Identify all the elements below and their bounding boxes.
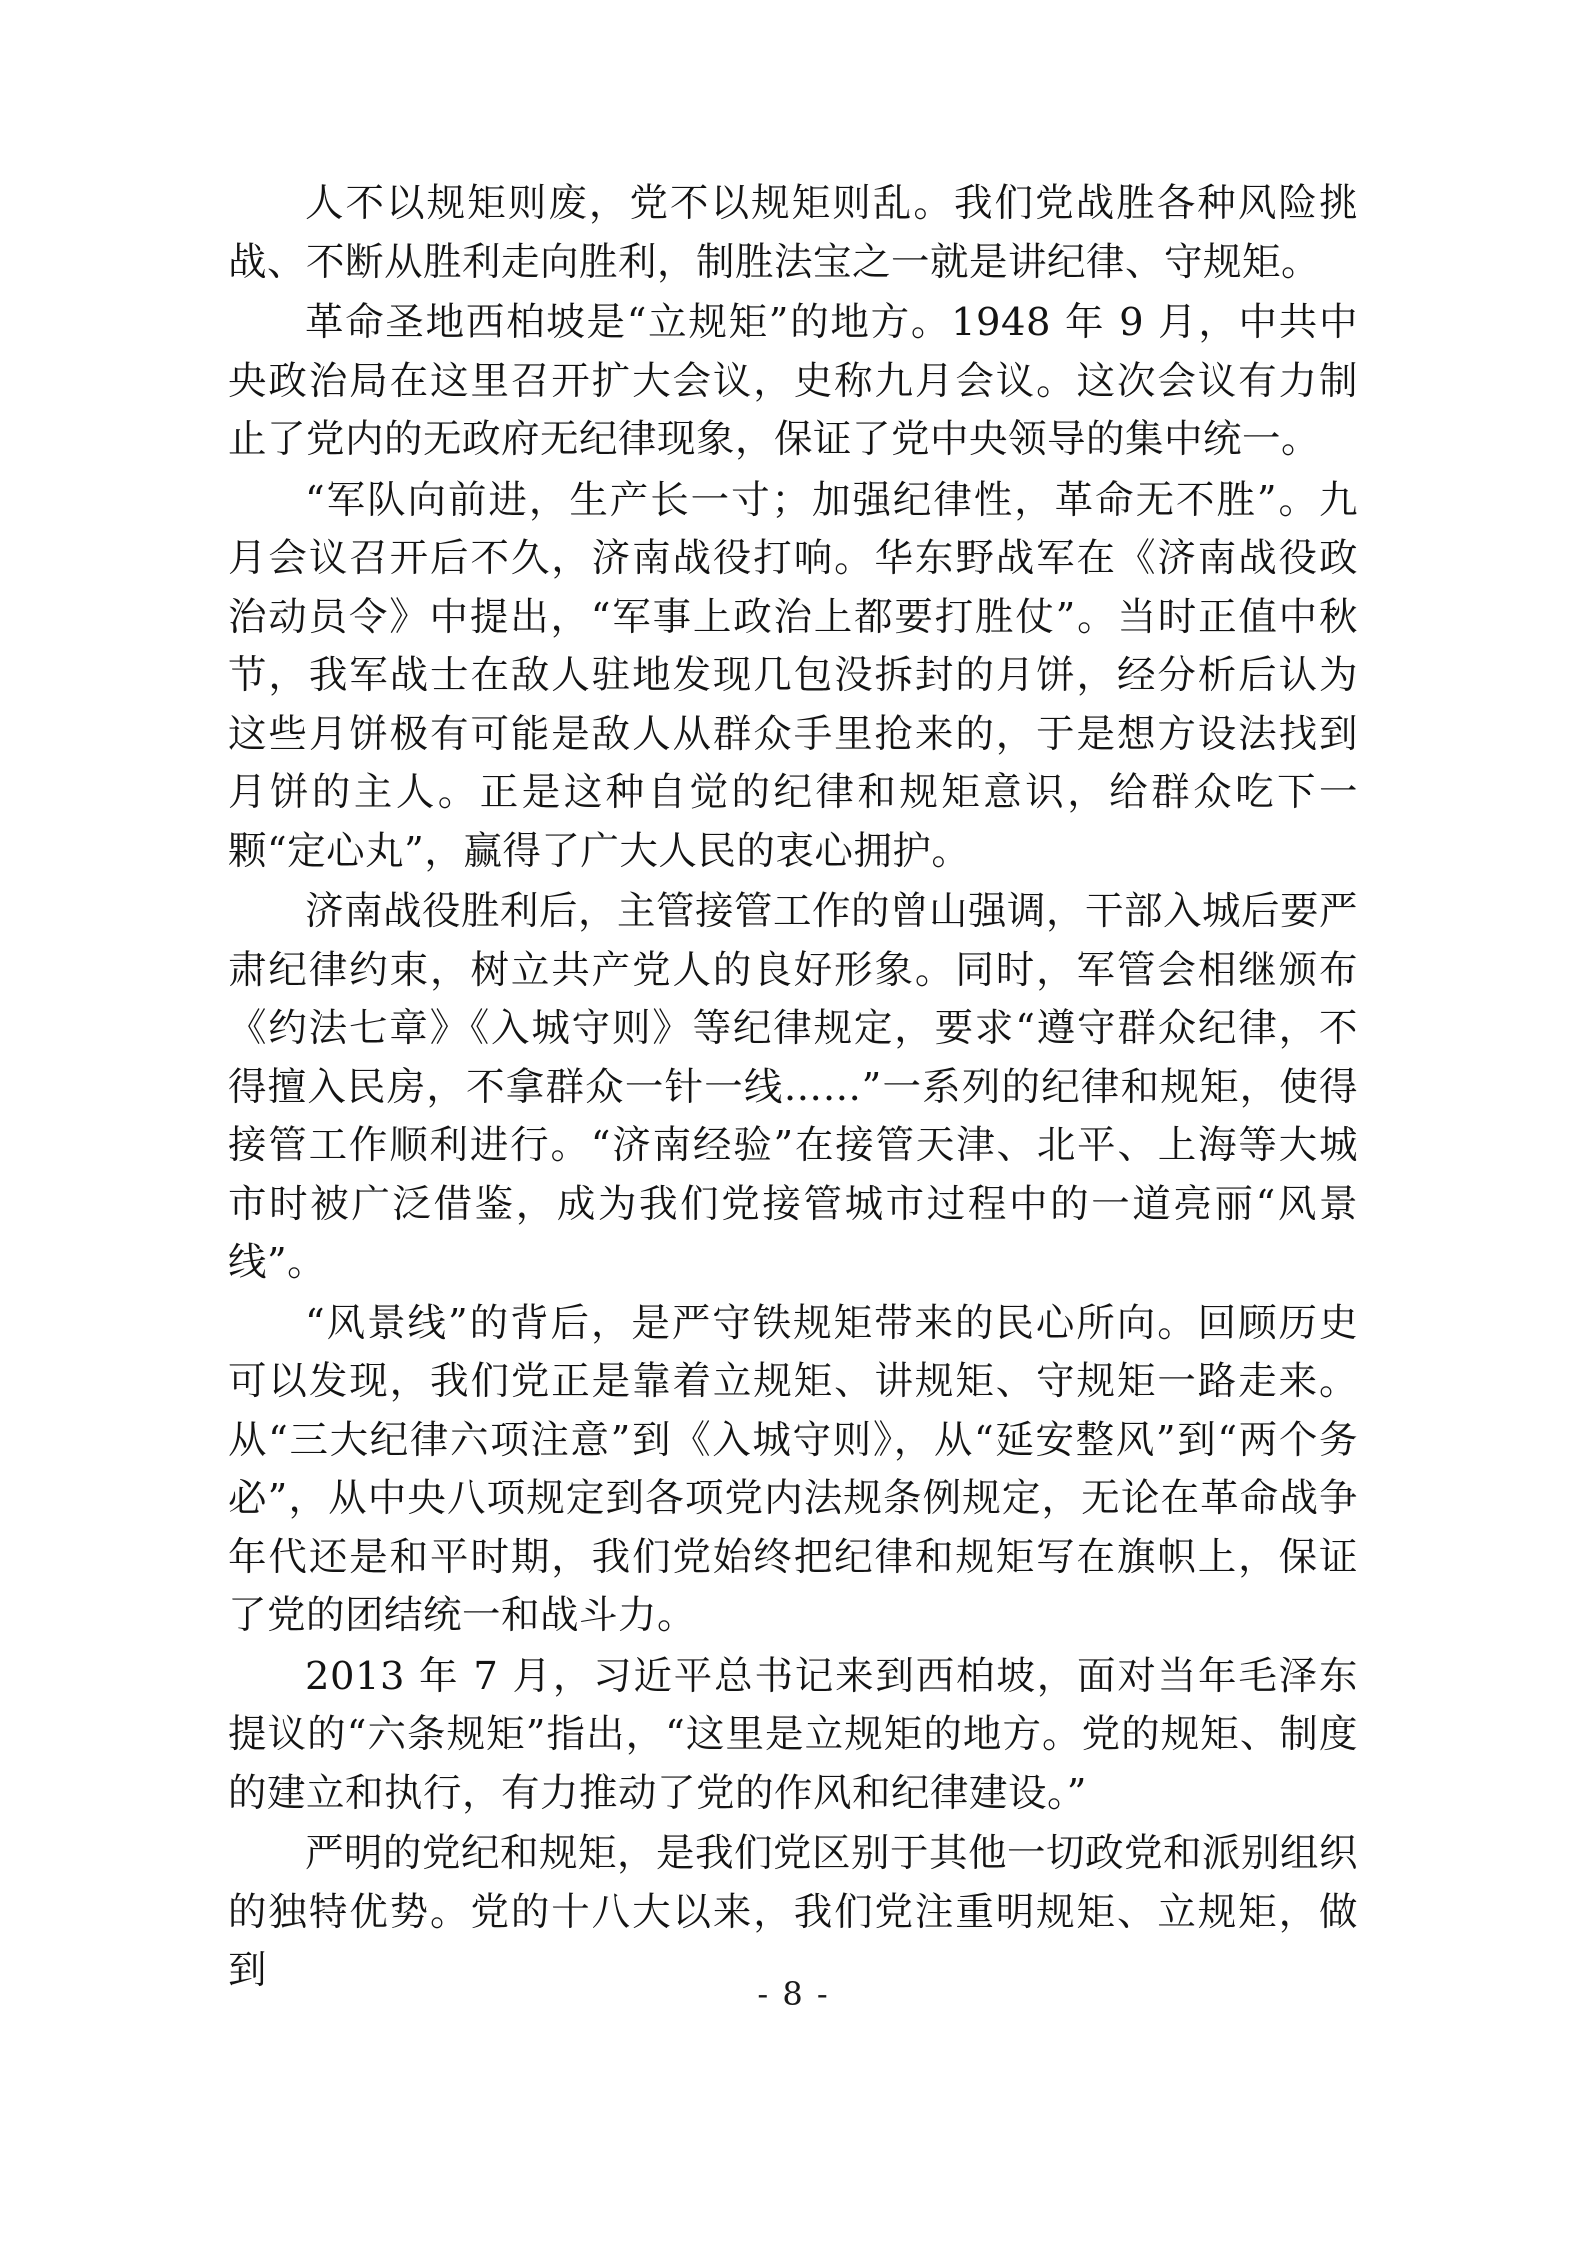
paragraph: 2013 年 7 月，习近平总书记来到西柏坡，面对当年毛泽东提议的“六条规矩”指出，“这里是立规矩的地方。党的规矩、制度的建立和执行，有力推动了党的作风和纪律建设。” bbox=[228, 1653, 1358, 1816]
paragraph: “军队向前进，生产长一寸；加强纪律性，革命无不胜”。九月会议召开后不久，济南战役打响。华东野战军在《济南战役政治动员令》中提出，“军事上政治上都要打胜仗”。当时正值中秋节，我军战士在敌人驻地发现几包没拆封的月饼，经分析后认为这些月饼极有可能是敌人从群众手里抢来的，于是想方设法找到月饼的主人。正是这种自觉的纪律和规矩意识，给群众吃下一颗“定心丸”，赢得了广大人民的衷心拥护。 bbox=[228, 477, 1358, 874]
paragraph: 济南战役胜利后，主管接管工作的曾山强调，干部入城后要严肃纪律约束，树立共产党人的良好形象。同时，军管会相继颁布《约法七章》《入城守则》等纪律规定，要求“遵守群众纪律，不得擅入民房，不拿群众一针一线……”一系列的纪律和规矩，使得接管工作顺利进行。“济南经验”在接管天津、北平、上海等大城市时被广泛借鉴，成为我们党接管城市过程中的一道亮丽“风景线”。 bbox=[228, 889, 1359, 1286]
paragraph: 革命圣地西柏坡是“立规矩”的地方。1948 年 9 月，中共中央政治局在这里召开扩大会议，史称九月会议。这次会议有力制止了党内的无政府无纪律现象，保证了党中央领导的集中统一。 bbox=[228, 300, 1358, 463]
page-body-text bbox=[228, 175, 1358, 2003]
paragraph: 人不以规矩则废，党不以规矩则乱。我们党战胜各种风险挑战、不断从胜利走向胜利，制胜法宝之一就是讲纪律、守规矩。 bbox=[228, 181, 1358, 285]
page-number: - 8 - bbox=[757, 1975, 830, 2013]
paragraph: “风景线”的背后，是严守铁规矩带来的民心所向。回顾历史可以发现，我们党正是靠着立规矩、讲规矩、守规矩一路走来。从“三大纪律六项注意”到《入城守则》，从“延安整风”到“两个务必”，从中央八项规定到各项党内法规条例规定，无论在革命战争年代还是和平时期，我们党始终把纪律和规矩写在旗帜上，保证了党的团结统一和战斗力。 bbox=[228, 1300, 1358, 1639]
paragraph: 严明的党纪和规矩，是我们党区别于其他一切政党和派别组织的独特优势。党的十八大以来，我们党注重明规矩、立规矩，做到 bbox=[228, 1831, 1359, 1994]
